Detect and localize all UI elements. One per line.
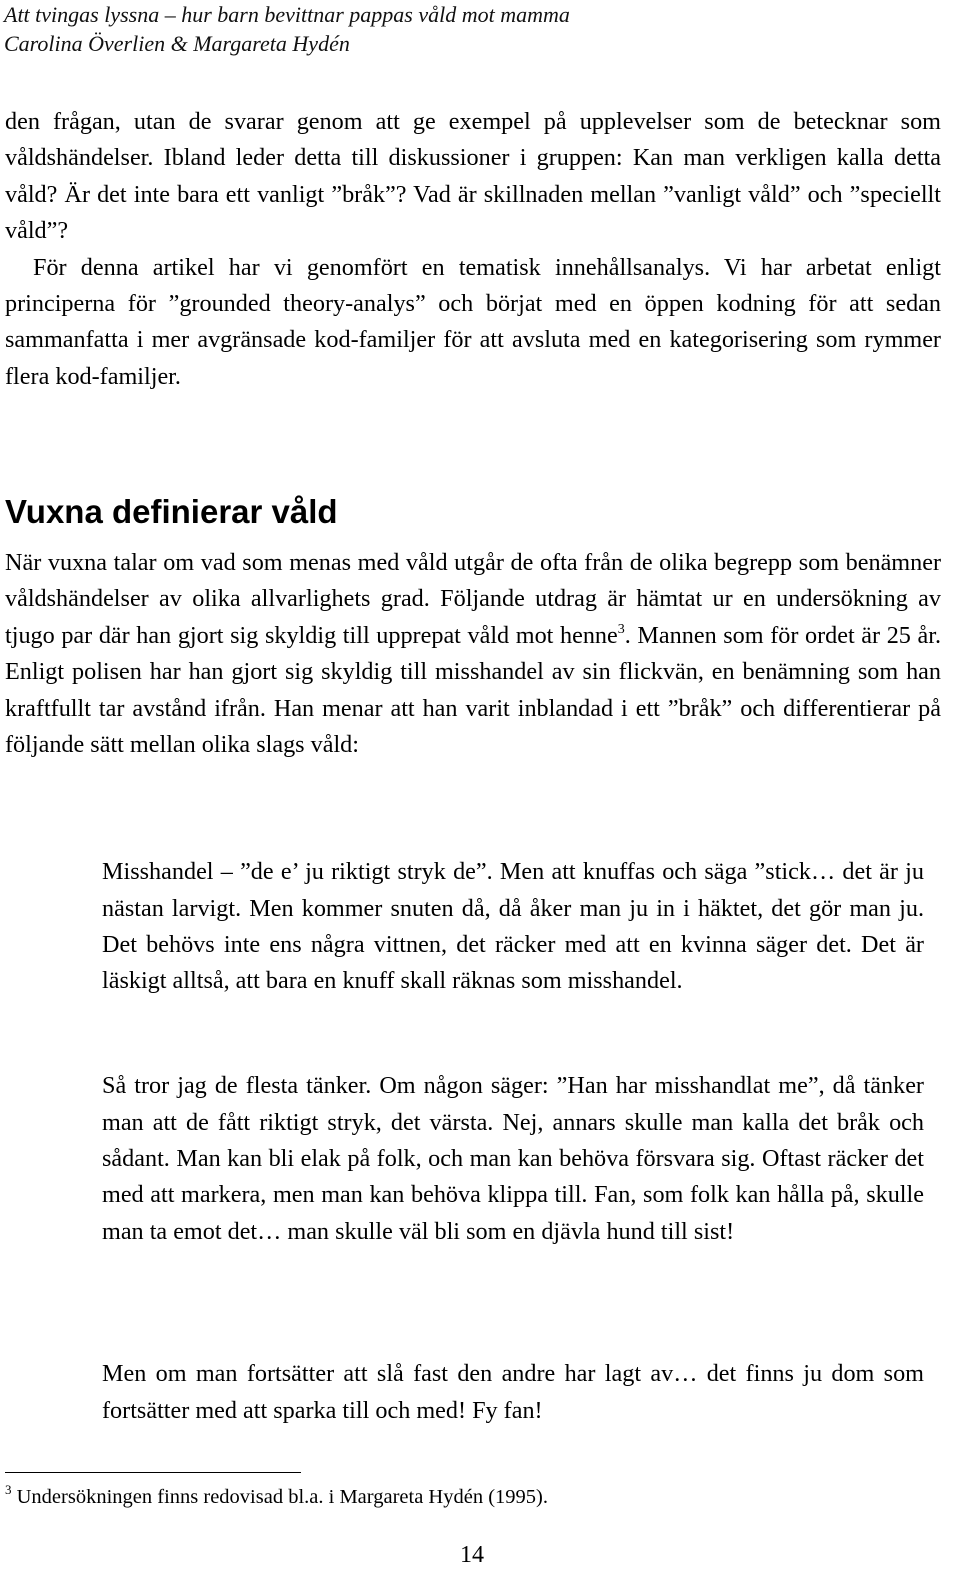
footnote-number: 3 [5, 1482, 12, 1497]
footnote-reference[interactable]: 3 [617, 621, 625, 637]
paragraph-2-text-before-note: När vuxna talar om vad som menas med våld utgår de ofta från de olika begrepp som benämner våldshändelser av olika allvarlighets grad. Följande utdrag är hämtat ur en undersökning av tjugo par där han gjort sig skyldig till upprepat våld mot henne [5, 549, 941, 649]
running-head-title: Att tvingas lyssna – hur barn bevittnar pappas våld mot mamma [4, 2, 570, 27]
block-quote-3: Men om man fortsätter att slå fast den andre har lagt av… det finns ju dom som fortsätter med att sparka till och med! Fy fan! [102, 1360, 924, 1424]
paragraph-1-part-1: den frågan, utan de svarar genom att ge exempel på upplevelser som de betecknar som våldshändelser. Ibland leder detta till diskussioner i gruppen: Kan man verkligen kalla detta våld? Är det inte bara ett vanligt ”bråk”? Vad är skillnaden mellan ”vanligt våld” och ”speciellt våld”? [5, 108, 941, 245]
footnote [5, 1483, 548, 1511]
section-heading: Vuxna definierar våld [5, 493, 338, 531]
running-head-authors: Carolina Överlien & Margareta Hydén [4, 31, 350, 56]
footnote-text: Undersökningen finns redovisad bl.a. i Margareta Hydén (1995). [11, 1486, 548, 1508]
block-quote-2: Så tror jag de flesta tänker. Om någon säger: ”Han har misshandlat me”, då tänker man att de fått riktigt stryk, det värsta. Nej, annars skulle man kalla det bråk och sådant. Man kan bli elak på folk, och man kan behöva försvara sig. Oftast räcker det med att markera, men man kan behöva klippa till. Fan, som folk kan hålla på, skulle man ta emot det… man skulle väl bli som en djävla hund till sist! [102, 1072, 924, 1245]
footnote-separator [5, 1472, 301, 1473]
paragraph-1-part-2: För denna artikel har vi genomfört en tematisk innehållsanalys. Vi har arbetat enligt principerna för ”grounded theory-analys” och börjat med en öppen kodning för att sedan sammanfatta i mer avgränsade kod-familjer för att avsluta med en kategorisering som rymmer flera kod-familjer. [5, 253, 941, 390]
body-paragraph-2 [5, 545, 941, 763]
body-paragraph-1 [5, 104, 941, 395]
running-head [4, 0, 570, 58]
paragraph-2-text-after-note: . Mannen som för ordet är 25 år. Enligt polisen har han gjort sig skyldig till misshandel av sin flickvän, en benämning som han kraftfullt tar avstånd ifrån. Han menar att han varit inblandad i ett ”bråk” och differentierar på följande sätt mellan olika slags våld: [5, 621, 941, 759]
block-quote-1: Misshandel – ”de e’ ju riktigt stryk de”. Men att knuffas och säga ”stick… det är ju nästan larvigt. Men kommer snuten då, då åker man ju in i häktet, det gör man ju. Det behövs inte ens några vittnen, det räcker med att en kvinna säger det. Det är läskigt alltså, att bara en knuff skall räknas som misshandel. [102, 858, 924, 995]
page-number: 14 [460, 1542, 484, 1568]
